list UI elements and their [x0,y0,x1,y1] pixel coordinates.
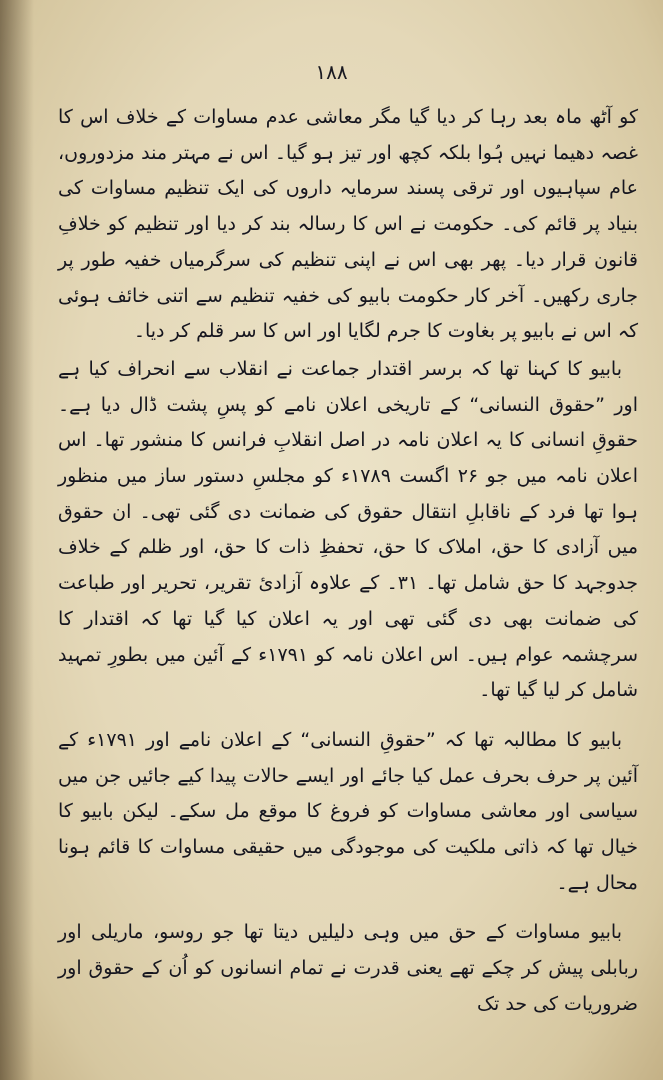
page-number: ۱۸۸ [315,60,348,84]
paragraph-3: بابیو کا مطالبہ تھا کہ ”حقوقِ النسانی“ کے اعلان نامے اور ۱۷۹۱ء کے آئین پر حرف بحرف عمل کیا جائے اور ایسے حالات پیدا کیے جائیں جن میں سیاسی اور معاشی مساوات کو فروغ کا موقع مل سکے۔ لیکن بابیو کا خیال تھا کہ ذاتی ملکیت کی موجودگی میں حقیقی مساوات کا قائم ہونا محال ہے۔ [58,728,638,894]
paragraph-1: کو آٹھ ماہ بعد رہا کر دیا گیا مگر معاشی عدم مساوات کے خلاف اس کا غصہ دھیما نہیں ہُوا بلکہ کچھ اور تیز ہو گیا۔ اس نے مہتر مند مزدوروں، عام سپاہیوں اور ترقی پسند سرمایہ داروں کی ایک تنظیم مساوات کی بنیاد پر قائم کی۔ حکومت نے اس کا رسالہ بند کر دیا اور تنظیم کو خلافِ قانون قرار دیا۔ پھر بھی اس نے اپنی تنظیم کی سرگرمیاں خفیہ طور پر جاری رکھیں۔ آخر کار حکومت بابیو کی خفیہ تنظیم سے اتنی خائف ہوئی کہ اس نے بابیو پر بغاوت کا جرم لگایا اور اس کا سر قلم کر دیا۔ [58,106,638,343]
paragraph-2: بابیو کا کہنا تھا کہ برسر اقتدار جماعت نے انقلاب سے انحراف کیا ہے اور ”حقوق النسانی“ کے تاریخی اعلان نامے کو پسِ پشت ڈال دیا ہے۔ حقوقِ انسانی کا یہ اعلان نامہ در اصل انقلابِ فرانس کا منشور تھا۔ اس اعلان نامہ میں جو ۲۶ اگست ۱۷۸۹ء کو مجلسِ دستور ساز میں منظور ہوا تھا فرد کے ناقابلِ انتقال حقوق کی ضمانت دی گئی تھی۔ ان حقوق میں آزادی کا حق، املاک کا حق، تحفظِ ذات کا حق، اور ظلم کے خلاف جدوجہد کا حق شامل تھا۔ ۳۱۔ کے علاوہ آزادیٔ تقریر، تحریر اور طباعت کی ضمانت بھی دی گئی تھی اور یہ اعلان کیا گیا تھا کہ اقتدار کا سرچشمہ عوام ہیں۔ اس اعلان نامہ کو ۱۷۹۱ء کے آئین میں بطورِ تمہید شامل کر لیا گیا تھا۔ [58,357,638,702]
page-body-text [58,100,638,1023]
paragraph-4: بابیو مساوات کے حق میں وہی دلیلیں دیتا تھا جو روسو، ماریلی اور ربابلی پیش کر چکے تھے یعنی قدرت نے تمام انسانوں کو اُن کے حقوق اور ضروریات کی حد تک [58,921,638,1015]
page-edge-shadow [0,0,34,1080]
